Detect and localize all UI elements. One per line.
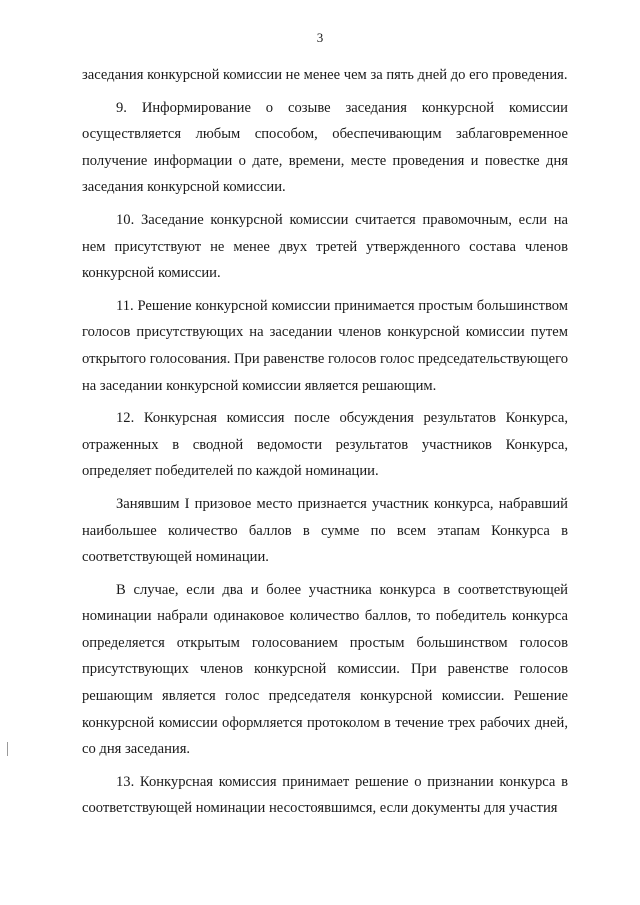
page-number: 3: [316, 30, 324, 45]
paragraph-9: 9. Информирование о созыве заседания конкурсной комиссии осуществляется любым способом, обеспечивающим заблаговременное получение информации о дате, времени, месте проведения и повестке дня заседания конкурсной комиссии.: [82, 99, 568, 196]
document-body: [82, 62, 568, 822]
paragraph-continuation: заседания конкурсной комиссии не менее чем за пять дней до его проведения.: [82, 67, 568, 83]
paragraph-tie-rule: В случае, если два и более участника конкурса в соответствующей номинации набрали одинаковое количество баллов, то победитель конкурса определяется открытым голосованием простым большинством голосов присутствующих членов конкурсной комиссии. При равенстве голосов решающим является голос председателя конкурсной комиссии. Решение конкурсной комиссии оформляется протоколом в течение трех рабочих дней, со дня заседания.: [82, 581, 568, 758]
paragraph-11: 11. Решение конкурсной комиссии принимается простым большинством голосов присутствующих на заседании членов конкурсной комиссии путем открытого голосования. При равенстве голосов голос председательствующего на заседании конкурсной комиссии является решающим.: [82, 297, 568, 394]
paragraph-13: 13. Конкурсная комиссия принимает решение о признании конкурса в соответствующей номинации несостоявшимся, если документы для участия: [82, 773, 568, 817]
paragraph-10: 10. Заседание конкурсной комиссии считается правомочным, если на нем присутствуют не менее двух третей утвержденного состава членов конкурсной комиссии.: [82, 211, 568, 282]
scan-margin-mark: [7, 742, 8, 756]
paragraph-12: 12. Конкурсная комиссия после обсуждения результатов Конкурса, отраженных в сводной ведомости результатов участников Конкурса, определяет победителей по каждой номинации.: [82, 410, 568, 480]
paragraph-first-place: Занявшим I призовое место признается участник конкурса, набравший наибольшее количество баллов в сумме по всем этапам Конкурса в соответствующей номинации.: [82, 495, 568, 566]
